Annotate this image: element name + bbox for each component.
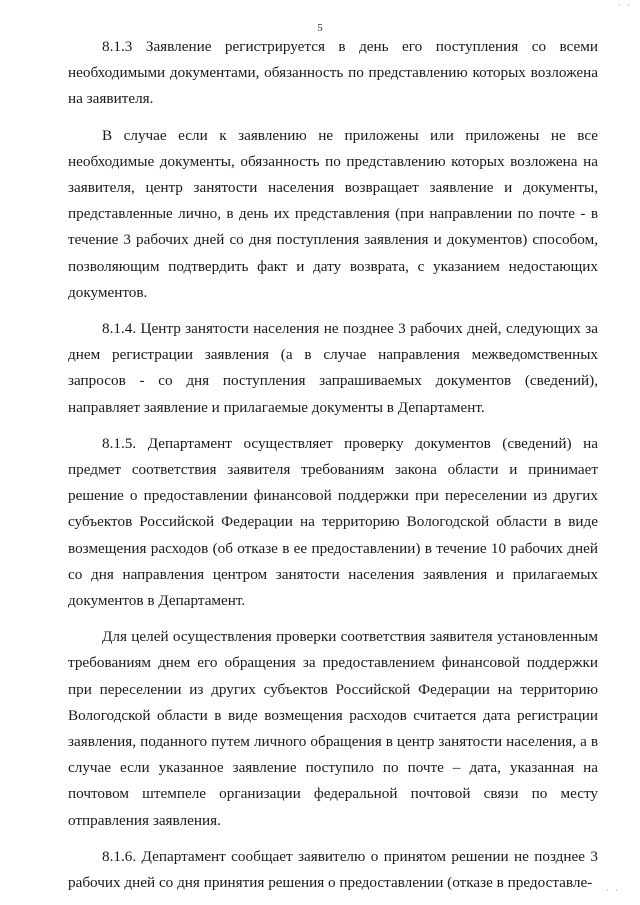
paragraph-8-1-3: 8.1.3 Заявление регистрируется в день его поступления со всеми необходимыми документами, обязанность по представлению которых возложена на заявителя. — [68, 38, 598, 108]
paragraph-verification-date: Для целей осуществления проверки соответствия заявителя установленным требованиям днем его обращения за предоставлением финансовой поддержки при переселении из других субъектов Российской Федерации на территорию Вологодской области в виде возмещения расходов считается дата регистрации заявления, поданного путем личного обращения в центр занятости населения, а в случае если указанное заявление поступило по почте – дата, указанная на почтовом штемпеле организации федеральной почтовой связи по месту отправления заявления. — [68, 628, 598, 829]
document-body — [68, 34, 598, 896]
paragraph-8-1-5: 8.1.5. Департамент осуществляет проверку документов (сведений) на предмет соответствия заявителя требованиям закона области и принимает решение о предоставлении финансовой поддержки при переселении из других субъектов Российской Федерации на территорию Вологодской области в виде возмещения расходов (об отказе в ее предоставлении) в течение 10 рабочих дней со дня направления центром занятости населения заявления и прилагаемых документов в Департамент. — [68, 434, 598, 610]
scan-corner-mark-top: · · — [617, 0, 632, 10]
scan-corner-mark-bottom: · · — [605, 885, 620, 895]
page-number: 5 — [317, 22, 323, 34]
paragraph-8-1-4: 8.1.4. Центр занятости населения не позднее 3 рабочих дней, следующих за днем регистрации заявления (а в случае направления межведомственных запросов - со дня поступления запрашиваемых документов (сведений), направляет заявление и прилагаемые документы в Департамент. — [68, 320, 598, 416]
paragraph-missing-documents: В случае если к заявлению не приложены или приложены не все необходимые документы, обязанность по представлению которых возложена на заявителя, центр занятости населения возвращает заявление и документы, представленные лично, в день их представления (при направлении по почте - в течение 3 рабочих дней со дня поступления заявления и документов) способом, позволяющим подтвердить факт и дату возврата, с указанием недостающих документов. — [68, 126, 598, 301]
paragraph-8-1-6: 8.1.6. Департамент сообщает заявителю о принятом решении не позднее 3 рабочих дней со дня принятия решения о предоставлении (отказе в предоставле- — [68, 847, 598, 892]
